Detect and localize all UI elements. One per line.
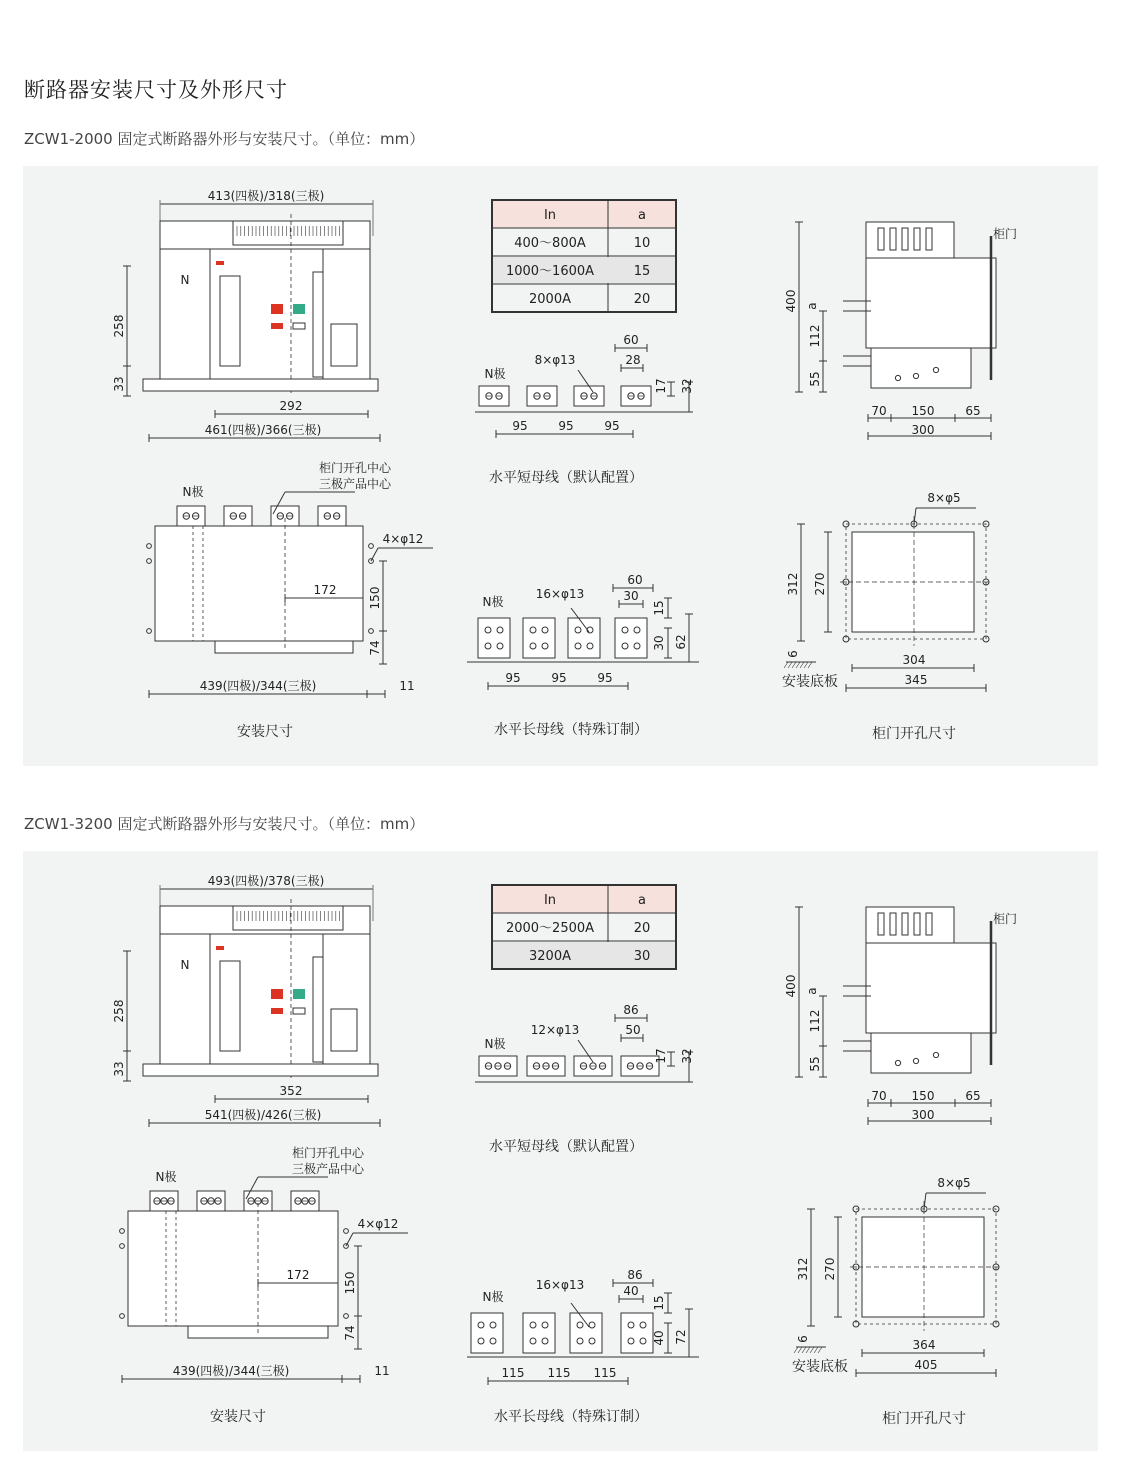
front-bottom-width: 541(四极)/426(三极): [204, 1108, 322, 1122]
door-outer-width: 345: [904, 673, 928, 687]
table-cell-a: 20: [633, 292, 651, 307]
mount-npole: N极: [155, 1170, 177, 1184]
door-base-label: 安装底板: [792, 1359, 848, 1375]
front-view: [112, 188, 380, 442]
door-cutout-holes: 8×φ5: [937, 1176, 971, 1190]
busbar-short-d28: 28: [625, 353, 641, 367]
busbar-short-holes: 8×φ13: [534, 353, 576, 367]
busbar-short: [475, 333, 694, 486]
mount-holes: 4×φ12: [357, 1217, 399, 1231]
busbar-short-d32: 32: [680, 1048, 694, 1064]
side-h112: 112: [808, 1009, 822, 1033]
mount-d172: 172: [313, 583, 337, 597]
door-d312: 312: [786, 572, 800, 596]
door-base-label: 安装底板: [782, 674, 838, 690]
busbar-long-d62: 72: [674, 1329, 688, 1345]
mounting-view: [120, 1145, 408, 1425]
busbar-long-d30b: 30: [652, 635, 666, 651]
table-cell-current: 1000～1600A: [505, 264, 595, 279]
busbar-long-pitch: 115: [547, 1366, 571, 1380]
front-height-33: 33: [112, 376, 126, 392]
rating-table: [492, 885, 676, 969]
front-inner-width: 352: [279, 1084, 303, 1098]
side-w70: 70: [871, 1089, 887, 1103]
door-outer-width: 405: [914, 1358, 938, 1372]
section-subtitle: ZCW1-2000 固定式断路器外形与安装尺寸。（单位：mm）: [24, 130, 425, 148]
busbar-long-d30a: 40: [623, 1284, 639, 1298]
busbar-long-d60: 60: [627, 573, 643, 587]
busbar-long-caption: 水平长母线（特殊订制）: [494, 1409, 648, 1425]
mount-d74: 74: [368, 640, 382, 656]
side-w65: 65: [965, 404, 981, 418]
table-cell-current: 400～800A: [514, 236, 586, 251]
busbar-long-d15: 15: [652, 600, 666, 616]
busbar-long-d30a: 30: [623, 589, 639, 603]
mount-holes: 4×φ12: [382, 532, 424, 546]
busbar-short-d32: 32: [680, 378, 694, 394]
table-header-in: In: [543, 893, 557, 908]
mount-npole: N极: [182, 485, 204, 499]
side-h112: 112: [808, 324, 822, 348]
mount-center-note2: 三极产品中心: [291, 1162, 365, 1176]
door-cutout-caption: 柜门开孔尺寸: [882, 1411, 966, 1427]
page-title: 断路器安装尺寸及外形尺寸: [24, 78, 288, 102]
mount-d150: 150: [368, 586, 382, 610]
door-inner-width: 364: [912, 1338, 936, 1352]
rating-table: [492, 200, 676, 312]
side-w150: 150: [911, 1089, 935, 1103]
side-h55: 55: [808, 371, 822, 387]
busbar-long-pitch: 115: [593, 1366, 617, 1380]
mount-d172: 172: [286, 1268, 310, 1282]
busbar-short-npole: N极: [484, 367, 506, 381]
door-d6: 6: [796, 1335, 810, 1343]
busbar-long: [467, 573, 699, 738]
busbar-long-d15: 15: [652, 1295, 666, 1311]
front-height-258: 258: [112, 314, 126, 338]
n-pole-label: N: [180, 273, 190, 287]
side-h55: 55: [808, 1056, 822, 1072]
door-cutout: [782, 491, 992, 742]
busbar-long-d30b: 40: [652, 1330, 666, 1346]
mount-caption: 安装尺寸: [210, 1409, 266, 1425]
mount-d11: 11: [374, 1364, 390, 1378]
busbar-long-holes: 16×φ13: [535, 587, 585, 601]
front-view: [112, 873, 380, 1127]
door-d270: 270: [823, 1257, 837, 1281]
door-cutout: [792, 1176, 1002, 1427]
busbar-short-holes: 12×φ13: [530, 1023, 580, 1037]
front-height-258: 258: [112, 999, 126, 1023]
mounting-view: [147, 460, 433, 740]
table-cell-a: 15: [633, 264, 651, 279]
front-inner-width: 292: [279, 399, 303, 413]
busbar-short-pitch: 95: [604, 419, 620, 433]
table-cell-current: 3200A: [529, 949, 571, 964]
door-cutout-caption: 柜门开孔尺寸: [872, 726, 956, 742]
table-header-a: a: [638, 208, 646, 223]
front-top-width-label: 493(四极)/378(三极): [207, 874, 325, 888]
table-cell-current: 2000A: [529, 292, 571, 307]
side-w70: 70: [871, 404, 887, 418]
door-label: 柜门: [993, 227, 1018, 241]
mount-d74: 74: [343, 1325, 357, 1341]
front-bottom-width: 461(四极)/366(三极): [204, 423, 322, 437]
side-view: [784, 907, 1017, 1125]
busbar-long-holes: 16×φ13: [535, 1278, 585, 1292]
drawing-panel: [23, 166, 1098, 766]
busbar-short-d60: 60: [623, 333, 639, 347]
busbar-long-pitch: 95: [551, 671, 567, 685]
table-header-in: In: [543, 208, 557, 223]
door-label: 柜门: [993, 912, 1018, 926]
n-pole-label: N: [180, 958, 190, 972]
mount-center-note1: 柜门开孔中心: [318, 461, 392, 475]
side-w150: 150: [911, 404, 935, 418]
front-height-33: 33: [112, 1061, 126, 1077]
table-header-a: a: [638, 893, 646, 908]
side-a: a: [805, 302, 819, 310]
side-w300: 300: [911, 423, 935, 437]
drawing-panel: [23, 851, 1098, 1451]
door-d312: 312: [796, 1257, 810, 1281]
busbar-long-d62: 62: [674, 634, 688, 650]
side-w65: 65: [965, 1089, 981, 1103]
door-d6: 6: [786, 650, 800, 658]
busbar-long-npole: N极: [482, 595, 504, 609]
mount-center-note2: 三极产品中心: [318, 477, 392, 491]
door-cutout-holes: 8×φ5: [927, 491, 961, 505]
busbar-short-caption: 水平短母线（默认配置）: [489, 470, 643, 486]
busbar-short-d17: 17: [654, 1048, 668, 1064]
section-subtitle: ZCW1-3200 固定式断路器外形与安装尺寸。（单位：mm）: [24, 815, 425, 833]
table-cell-a: 20: [633, 921, 651, 936]
busbar-long-pitch: 95: [505, 671, 521, 685]
mount-center-note1: 柜门开孔中心: [291, 1146, 365, 1160]
busbar-short-d17: 17: [654, 378, 668, 394]
side-h400: 400: [784, 289, 798, 313]
table-cell-a: 10: [633, 236, 651, 251]
mount-d11: 11: [399, 679, 415, 693]
table-cell-current: 2000～2500A: [505, 921, 595, 936]
busbar-short-caption: 水平短母线（默认配置）: [489, 1139, 643, 1155]
door-inner-width: 304: [902, 653, 926, 667]
mount-d150: 150: [343, 1271, 357, 1295]
door-d270: 270: [813, 572, 827, 596]
busbar-long-npole: N极: [482, 1290, 504, 1304]
busbar-short: [475, 1003, 694, 1155]
side-h400: 400: [784, 974, 798, 998]
front-top-width-label: 413(四极)/318(三极): [207, 189, 325, 203]
mount-caption: 安装尺寸: [237, 724, 293, 740]
busbar-long-d60: 86: [627, 1268, 643, 1282]
busbar-long-pitch: 115: [501, 1366, 525, 1380]
busbar-short-d28: 50: [625, 1023, 641, 1037]
busbar-long: [467, 1268, 699, 1425]
panel-drawing: [23, 851, 1098, 1451]
table-cell-a: 30: [633, 949, 651, 964]
busbar-short-npole: N极: [484, 1037, 506, 1051]
busbar-short-pitch: 95: [558, 419, 574, 433]
busbar-long-pitch: 95: [597, 671, 613, 685]
busbar-short-pitch: 95: [512, 419, 528, 433]
busbar-long-caption: 水平长母线（特殊订制）: [494, 722, 648, 738]
side-a: a: [805, 987, 819, 995]
busbar-short-d60: 86: [623, 1003, 639, 1017]
mount-width: 439(四极)/344(三极): [199, 679, 317, 693]
side-view: [784, 222, 1017, 440]
mount-width: 439(四极)/344(三极): [172, 1364, 290, 1378]
panel-drawing: [23, 166, 1098, 766]
side-w300: 300: [911, 1108, 935, 1122]
